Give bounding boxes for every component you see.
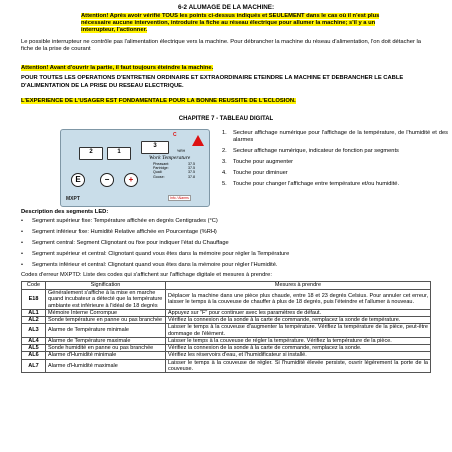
bullet-icon: • (21, 250, 23, 257)
bullet-icon: • (21, 239, 23, 246)
cell-mesures: Laisser le temps à la couveuse de régler. Si l'humidité élevée persiste, ouvrir légèrement la porte de la couveuse. (166, 359, 431, 373)
cell-signification: Alarme d'Humidité minimale (46, 352, 166, 359)
display-1-label: 1 (117, 149, 121, 155)
operations-warning: POUR TOUTES LES OPERATIONS D'ENTRETIEN ORDINAIRE ET EXTRAORDINAIRE ETEINDRE LA MACHINE ET DEBRANCHER LE CABLE D'ALIMENTATION DE LA PRISE DU RESEAU ELECTRIQUE. (21, 75, 404, 89)
wt-row-label: Pheasant: (153, 161, 170, 166)
display-1 (107, 147, 131, 160)
list-item-text: Segment inférieur fixe: Humidité Relative affichée en Pourcentage (%RH) (32, 228, 217, 235)
alert-triangle-icon (192, 135, 204, 146)
table-row (22, 324, 431, 338)
list-item (21, 262, 441, 269)
list-item-number: 1. (222, 130, 227, 136)
cell-signification: Alarme de Température maximale (46, 337, 166, 344)
table-row (22, 359, 431, 373)
unit-celsius: C (173, 132, 177, 138)
wt-row (153, 175, 195, 179)
table-row (22, 317, 431, 324)
list-item-text: Segment supérieur fixe: Température affichée en degrés Centigrades (°C) (32, 218, 218, 224)
wt-row-label: Quail: (153, 170, 163, 175)
list-item-text: Touche pour changer l'affichage entre température et/ou humidité. (233, 180, 400, 187)
section-title: 6-2 ALUMAGE DE LA MACHINE: (177, 4, 275, 11)
list-item (222, 148, 448, 155)
wt-row-label: Goose: (153, 174, 165, 179)
cell-code: AL7 (22, 359, 46, 373)
cell-mesures: Déplacer la machine dans une pièce plus chaude, entre 18 et 23 degrés Celsius. Pour annuler cet erreur, laisser le temps à la couveuse de chauffer à plus de 18 degrés, puis l'éteindre et l'allumer à nouveau. (166, 290, 431, 310)
list-item (21, 251, 441, 258)
table-header-row (22, 282, 431, 290)
list-item-text: Touche pour diminuer (233, 169, 288, 176)
display-2 (79, 147, 103, 160)
wt-row-value: 37.5 (188, 165, 195, 170)
error-codes-intro: Codes d'erreur MXPTD: Liste des codes qui s'affichent sur l'affichage digitale et mesures à prendre: (21, 272, 272, 278)
cell-signification: Alarme de Température minimale (46, 324, 166, 338)
cell-mesures: Vérifiez les réservoirs d'eau, et l'humidificateur si installé. (166, 352, 431, 359)
cell-signification: Sonde température en panne ou pas branchée (46, 317, 166, 324)
control-panel-illustration (60, 129, 210, 207)
model-label: MXPT (66, 196, 80, 202)
warning-power-on (81, 13, 381, 34)
experience-note-text: L'EXPERIENCE DE L'USAGER EST FONDAMENTALE POUR LA BONNE REUSSITE DE L'ECLOSION. (21, 98, 296, 104)
wt-row-value: 37.8 (188, 174, 195, 179)
list-item-number: 3. (222, 158, 227, 165)
table-row (22, 337, 431, 344)
list-item (222, 130, 448, 144)
warning-open (21, 65, 433, 72)
list-item-number: 5. (222, 180, 227, 187)
chapter-title: CHAPITRE 7 - TABLEAU DIGITAL (178, 116, 274, 122)
list-item-text: Secteur affichage numérique pour l'affichage de la température, de l'humidité et des alarmes (233, 130, 448, 143)
cell-code: AL5 (22, 345, 46, 352)
cell-mesures: Laisser le temps à la couveuse de régler la température. Vérifiez la température de la pièce. (166, 337, 431, 344)
table-row (22, 345, 431, 352)
wt-row-label: Partridge: (153, 165, 169, 170)
unit-humidity: %RH (177, 149, 186, 153)
cell-mesures: Vérifiez la connexion de la sonde à la carte de commande, remplacez la sonde de température. (166, 317, 431, 324)
bullet-icon: • (21, 261, 23, 268)
list-item (222, 170, 448, 177)
header-code: Code (22, 282, 46, 290)
work-temperature-box (149, 155, 203, 197)
list-item-number: 2. (222, 147, 227, 154)
cell-code: AL2 (22, 317, 46, 324)
header-signification: Signification (46, 282, 166, 290)
bullet-icon: • (21, 228, 23, 235)
info-alarms-label: Info / Alarms (170, 196, 189, 200)
list-item (21, 240, 441, 247)
list-item-number: 4. (222, 169, 227, 176)
cell-mesures: Vérifiez la connexion de la sonde à la carte de commande, remplacez la sonde. (166, 345, 431, 352)
wt-row-value: 37.5 (188, 170, 195, 175)
warning-open-text: Attention! Avant d'ouvrir la partie, il faut toujours éteindre la machine. (21, 65, 214, 71)
list-item-text: Segment central: Segment Clignotant ou fixe pour indiquer l'état du Chauffage (32, 239, 229, 246)
cell-signification: Sonde humidité en panne ou pas branchée (46, 345, 166, 352)
cell-code: AL6 (22, 352, 46, 359)
list-item (222, 181, 448, 188)
list-item-text: Segments inférieur et central: Clignotant quand vous êtes dans la mémoire pour régler l'Humidité. (32, 261, 278, 268)
work-temperature-title: Work Temperature (149, 155, 191, 161)
cell-code: AL3 (22, 324, 46, 338)
segments-title: Description des segments LED: (21, 209, 109, 215)
table-row (22, 309, 431, 316)
list-item (21, 229, 441, 236)
minus-button[interactable]: − (100, 173, 114, 187)
info-paragraph: Le possible interrupteur ne contrôle pas l'alimentation électrique vers la machine. Pour débrancher la machine du réseau d'alimentation, l'on doit détacher la fiche de la prise de courant (21, 39, 421, 53)
display-2-label: 2 (89, 149, 93, 155)
table-row (22, 290, 431, 310)
list-item (21, 218, 441, 225)
list-item-text: Secteur affichage numérique, indicateur de fonction par segments (233, 147, 399, 154)
plus-button[interactable]: + (124, 173, 138, 187)
cell-code: AL4 (22, 337, 46, 344)
list-item-text: Segment supérieur et central: Clignotant quand vous êtes dans la mémoire pour régler la Température (32, 250, 290, 257)
cell-code: AL1 (22, 309, 46, 316)
enter-button[interactable]: E (71, 173, 85, 187)
wt-row-value: 37.5 (188, 161, 195, 166)
cell-signification: Mémoire Interne Corrompue (46, 309, 166, 316)
cell-mesures: Appuyez sur "F" pour continuer avec les paramètres de défaut. (166, 309, 431, 316)
bullet-icon: • (21, 218, 23, 224)
experience-note (21, 98, 433, 105)
cell-signification: Généralement s'affiche à la mise en marche quand incubateur a détecté que la température ambiante est inférieure à l'idéal de 18 degrés (46, 290, 166, 310)
warning-power-on-text: Attention! Après avoir vérifié TOUS les points ci-dessus indiqués et SEULEMENT dans le cas où il n'est plus nécessaire aucune intervention, introduire la fiche au réseau électrique pour allumer la machine; s'il y a un interrupteur, l'actionner. (81, 13, 380, 33)
display-3 (141, 141, 169, 154)
panel-legend-list (222, 130, 448, 192)
list-item (222, 159, 448, 166)
table-row (22, 352, 431, 359)
cell-code: E18 (22, 290, 46, 310)
segments-list (21, 218, 441, 273)
error-codes-table (21, 281, 431, 373)
header-mesures: Mesures à prendre (166, 282, 431, 290)
cell-signification: Alarme d'Humidité maximale (46, 359, 166, 373)
list-item-text: Touche pour augmenter (233, 158, 294, 165)
display-3-label: 3 (153, 143, 157, 149)
cell-mesures: Laisser le temps à la couveuse d'augmenter la température. Vérifiez la température de la pièce, peut-être dommage de l'élément. (166, 324, 431, 338)
